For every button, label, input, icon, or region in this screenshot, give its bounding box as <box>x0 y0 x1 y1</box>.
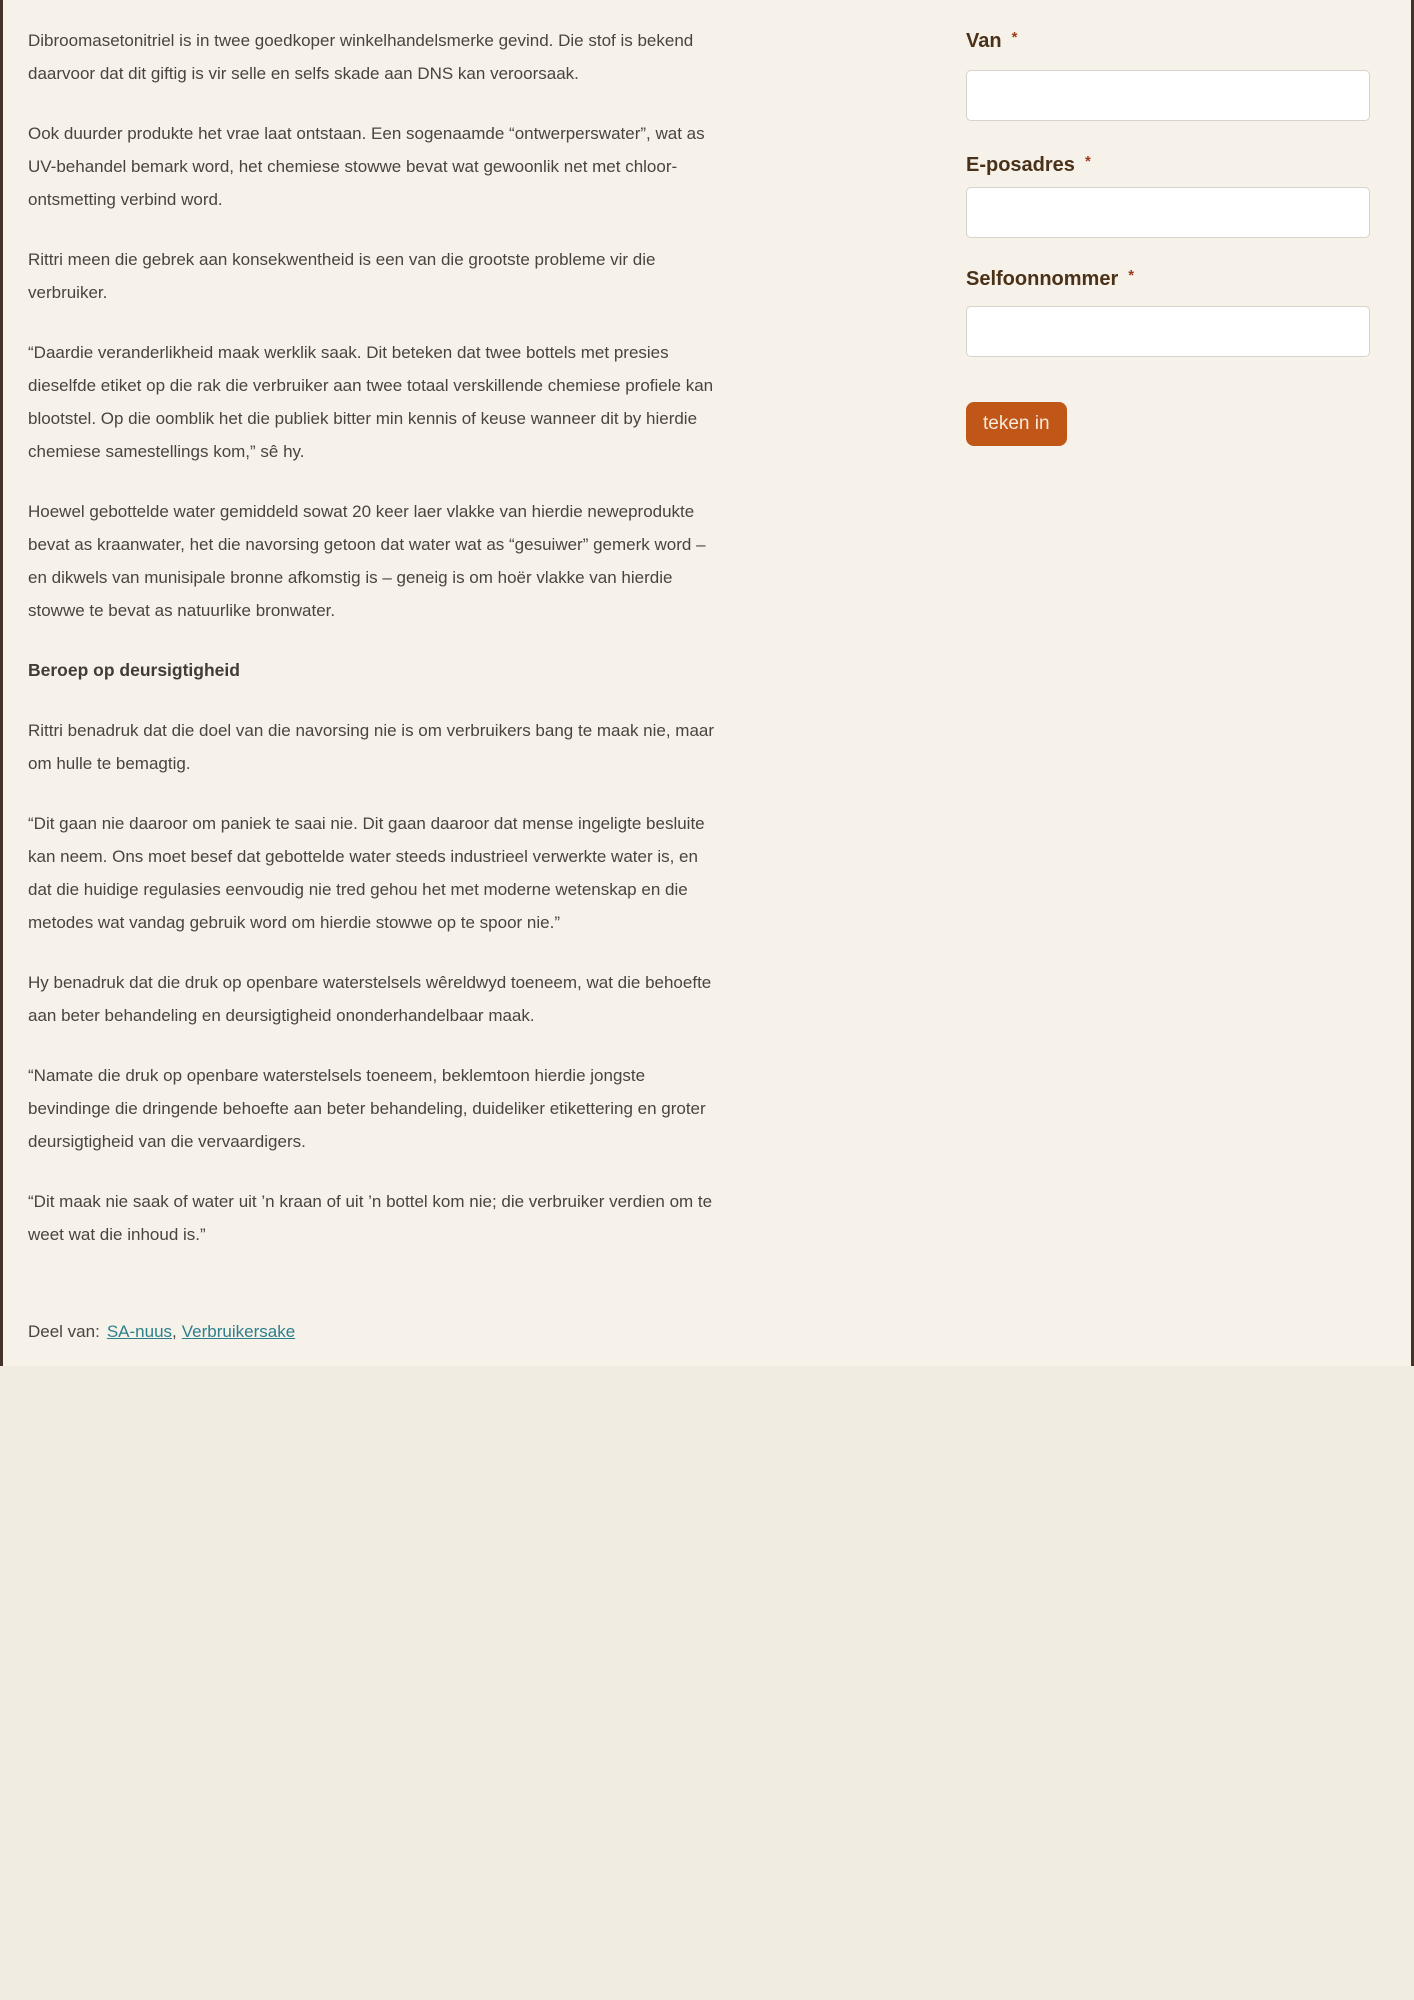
article-categories <box>28 1320 295 1344</box>
eposadres-input[interactable] <box>966 187 1370 238</box>
required-asterisk: * <box>1011 29 1018 46</box>
selfoonnommer-label-text: Selfoonnommer <box>966 268 1119 290</box>
teken-in-button[interactable]: teken in <box>966 402 1067 446</box>
article-paragraph: “Daardie veranderlikheid maak werklik saak. Dit beteken dat twee bottels met presies dieselfde etiket op die rak die verbruiker aan twee totaal verskillende chemiese profiele kan blootstel. Op die oomblik het die publiek bitter min kennis of keuse wanneer dit by hierdie chemiese samestellings kom,” sê hy. <box>28 343 714 461</box>
category-link-sa-nuus[interactable]: SA-nuus <box>106 1322 173 1341</box>
selfoonnommer-field-label <box>966 264 1134 291</box>
article-paragraph: Hy benadruk dat die druk op openbare waterstelsels wêreldwyd toeneem, wat die behoefte aan beter behandeling en deursigtigheid ononderhandelbaar maak. <box>28 973 712 1025</box>
required-asterisk: * <box>1128 267 1135 284</box>
signup-form <box>966 0 1370 480</box>
article-body <box>28 24 716 1278</box>
article-subheading: Beroep op deursigtigheid <box>28 660 240 680</box>
article-paragraph: Rittri meen die gebrek aan konsekwentheid is een van die grootste probleme vir die verbruiker. <box>28 250 656 302</box>
article-paragraph: Hoewel gebottelde water gemiddeld sowat 20 keer laer vlakke van hierdie neweprodukte bevat as kraanwater, het die navorsing getoon dat water wat as “gesuiwer” gemerk word – en dikwels van munisipale bronne afkomstig is – geneig is om hoër vlakke van hierdie stowwe te bevat as natuurlike bronwater. <box>28 502 706 620</box>
eposadres-label-text: E-posadres <box>966 154 1075 176</box>
eposadres-field-label <box>966 150 1091 177</box>
van-field-label <box>966 26 1017 53</box>
categories-prefix: Deel van: <box>28 1322 100 1341</box>
category-link-verbruikersake[interactable]: Verbruikersake <box>181 1322 296 1341</box>
article-paragraph: Dibroomasetonitriel is in twee goedkoper winkelhandelsmerke gevind. Die stof is bekend daarvoor dat dit giftig is vir selle en selfs skade aan DNS kan veroorsaak. <box>28 31 694 83</box>
article-paragraph: “Dit gaan nie daaroor om paniek te saai nie. Dit gaan daaroor dat mense ingeligte besluite kan neem. Ons moet besef dat gebottelde water steeds industrieel verwerkte water is, en dat die huidige regulasies eenvoudig nie tred gehou het met moderne wetenskap en die metodes wat vandag gebruik word om hierdie stowwe op te spoor nie.” <box>28 814 705 932</box>
article-paragraph: “Dit maak nie saak of water uit ’n kraan of uit ’n bottel kom nie; die verbruiker verdien om te weet wat die inhoud is.” <box>28 1192 713 1244</box>
van-input[interactable] <box>966 70 1370 121</box>
van-label-text: Van <box>966 30 1002 52</box>
selfoonnommer-input[interactable] <box>966 306 1370 357</box>
article-paragraph: “Namate die druk op openbare waterstelsels toeneem, beklemtoon hierdie jongste bevindinge die dringende behoefte aan beter behandeling, duideliker etikettering en groter deursigtigheid van die vervaardigers. <box>28 1066 706 1151</box>
category-separator: , <box>172 1322 177 1341</box>
article-paragraph: Rittri benadruk dat die doel van die navorsing nie is om verbruikers bang te maak nie, maar om hulle te bemagtig. <box>28 721 715 773</box>
required-asterisk: * <box>1084 153 1091 170</box>
article-paragraph: Ook duurder produkte het vrae laat ontstaan. Een sogenaamde “ontwerperswater”, wat as UV-behandel bemark word, het chemiese stowwe bevat wat gewoonlik net met chloor-ontsmetting verbind word. <box>28 124 705 209</box>
